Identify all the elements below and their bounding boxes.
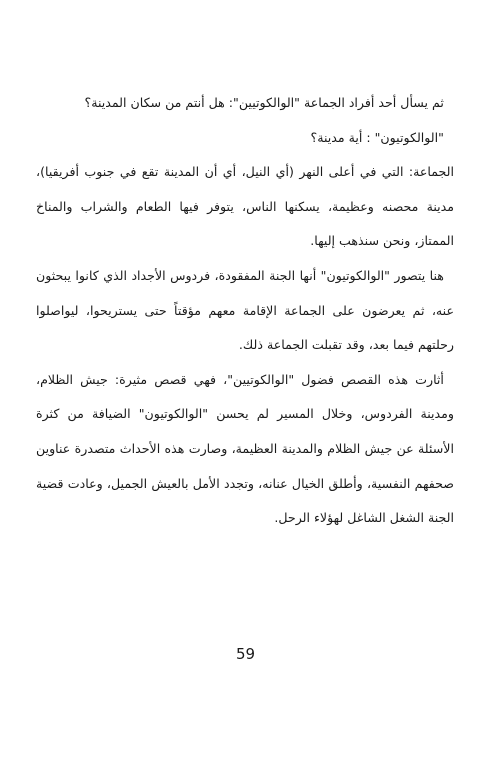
paragraph: هنا يتصور "الوالكوتيون" أنها الجنة المفقودة، فردوس الأجداد الذي كانوا يبحثون عنه، ثم يعرضون على الجماعة الإقامة معهم مؤقتاً حتى يستريحوا، ليواصلوا رحلتهم فيما بعد، وقد تقبلت الجماعة ذلك. bbox=[36, 267, 454, 353]
body-text bbox=[36, 86, 454, 536]
paragraph: ثم يسأل أحد أفراد الجماعة "الوالكوتيين": هل أنتم من سكان المدينة؟ bbox=[84, 95, 444, 110]
paragraph: الجماعة: التي في أعلى النهر (أي النيل، أي أن المدينة تقع في جنوب أفريقيا)، مدينة محصنه وعظيمة، يسكنها الناس، يتوفر فيها الطعام والشراب والمناخ الممتاز، ونحن سنذهب إليها. bbox=[36, 164, 454, 249]
paragraph: أثارت هذه القصص فضول "الوالكوتيين"، فهي قصص مثيرة: جيش الظلام، ومدينة الفردوس، وخلال المسير لم يحسن "الوالكوتيون" الضيافة من كثرة الأسئلة عن جيش الظلام والمدينة العظيمة، وصارت هذه الأحداث متصدرة عناوين صحفهم النفسية، وأطلق الخيال عنانه، وتجدد الأمل بالعيش الجميل، وعادت قضية الجنة الشغل الشاغل لهؤلاء الرحل. bbox=[36, 371, 454, 526]
paragraph: "الوالكوتيون" : أية مدينة؟ bbox=[310, 129, 444, 145]
page-number: 59 bbox=[235, 645, 256, 663]
